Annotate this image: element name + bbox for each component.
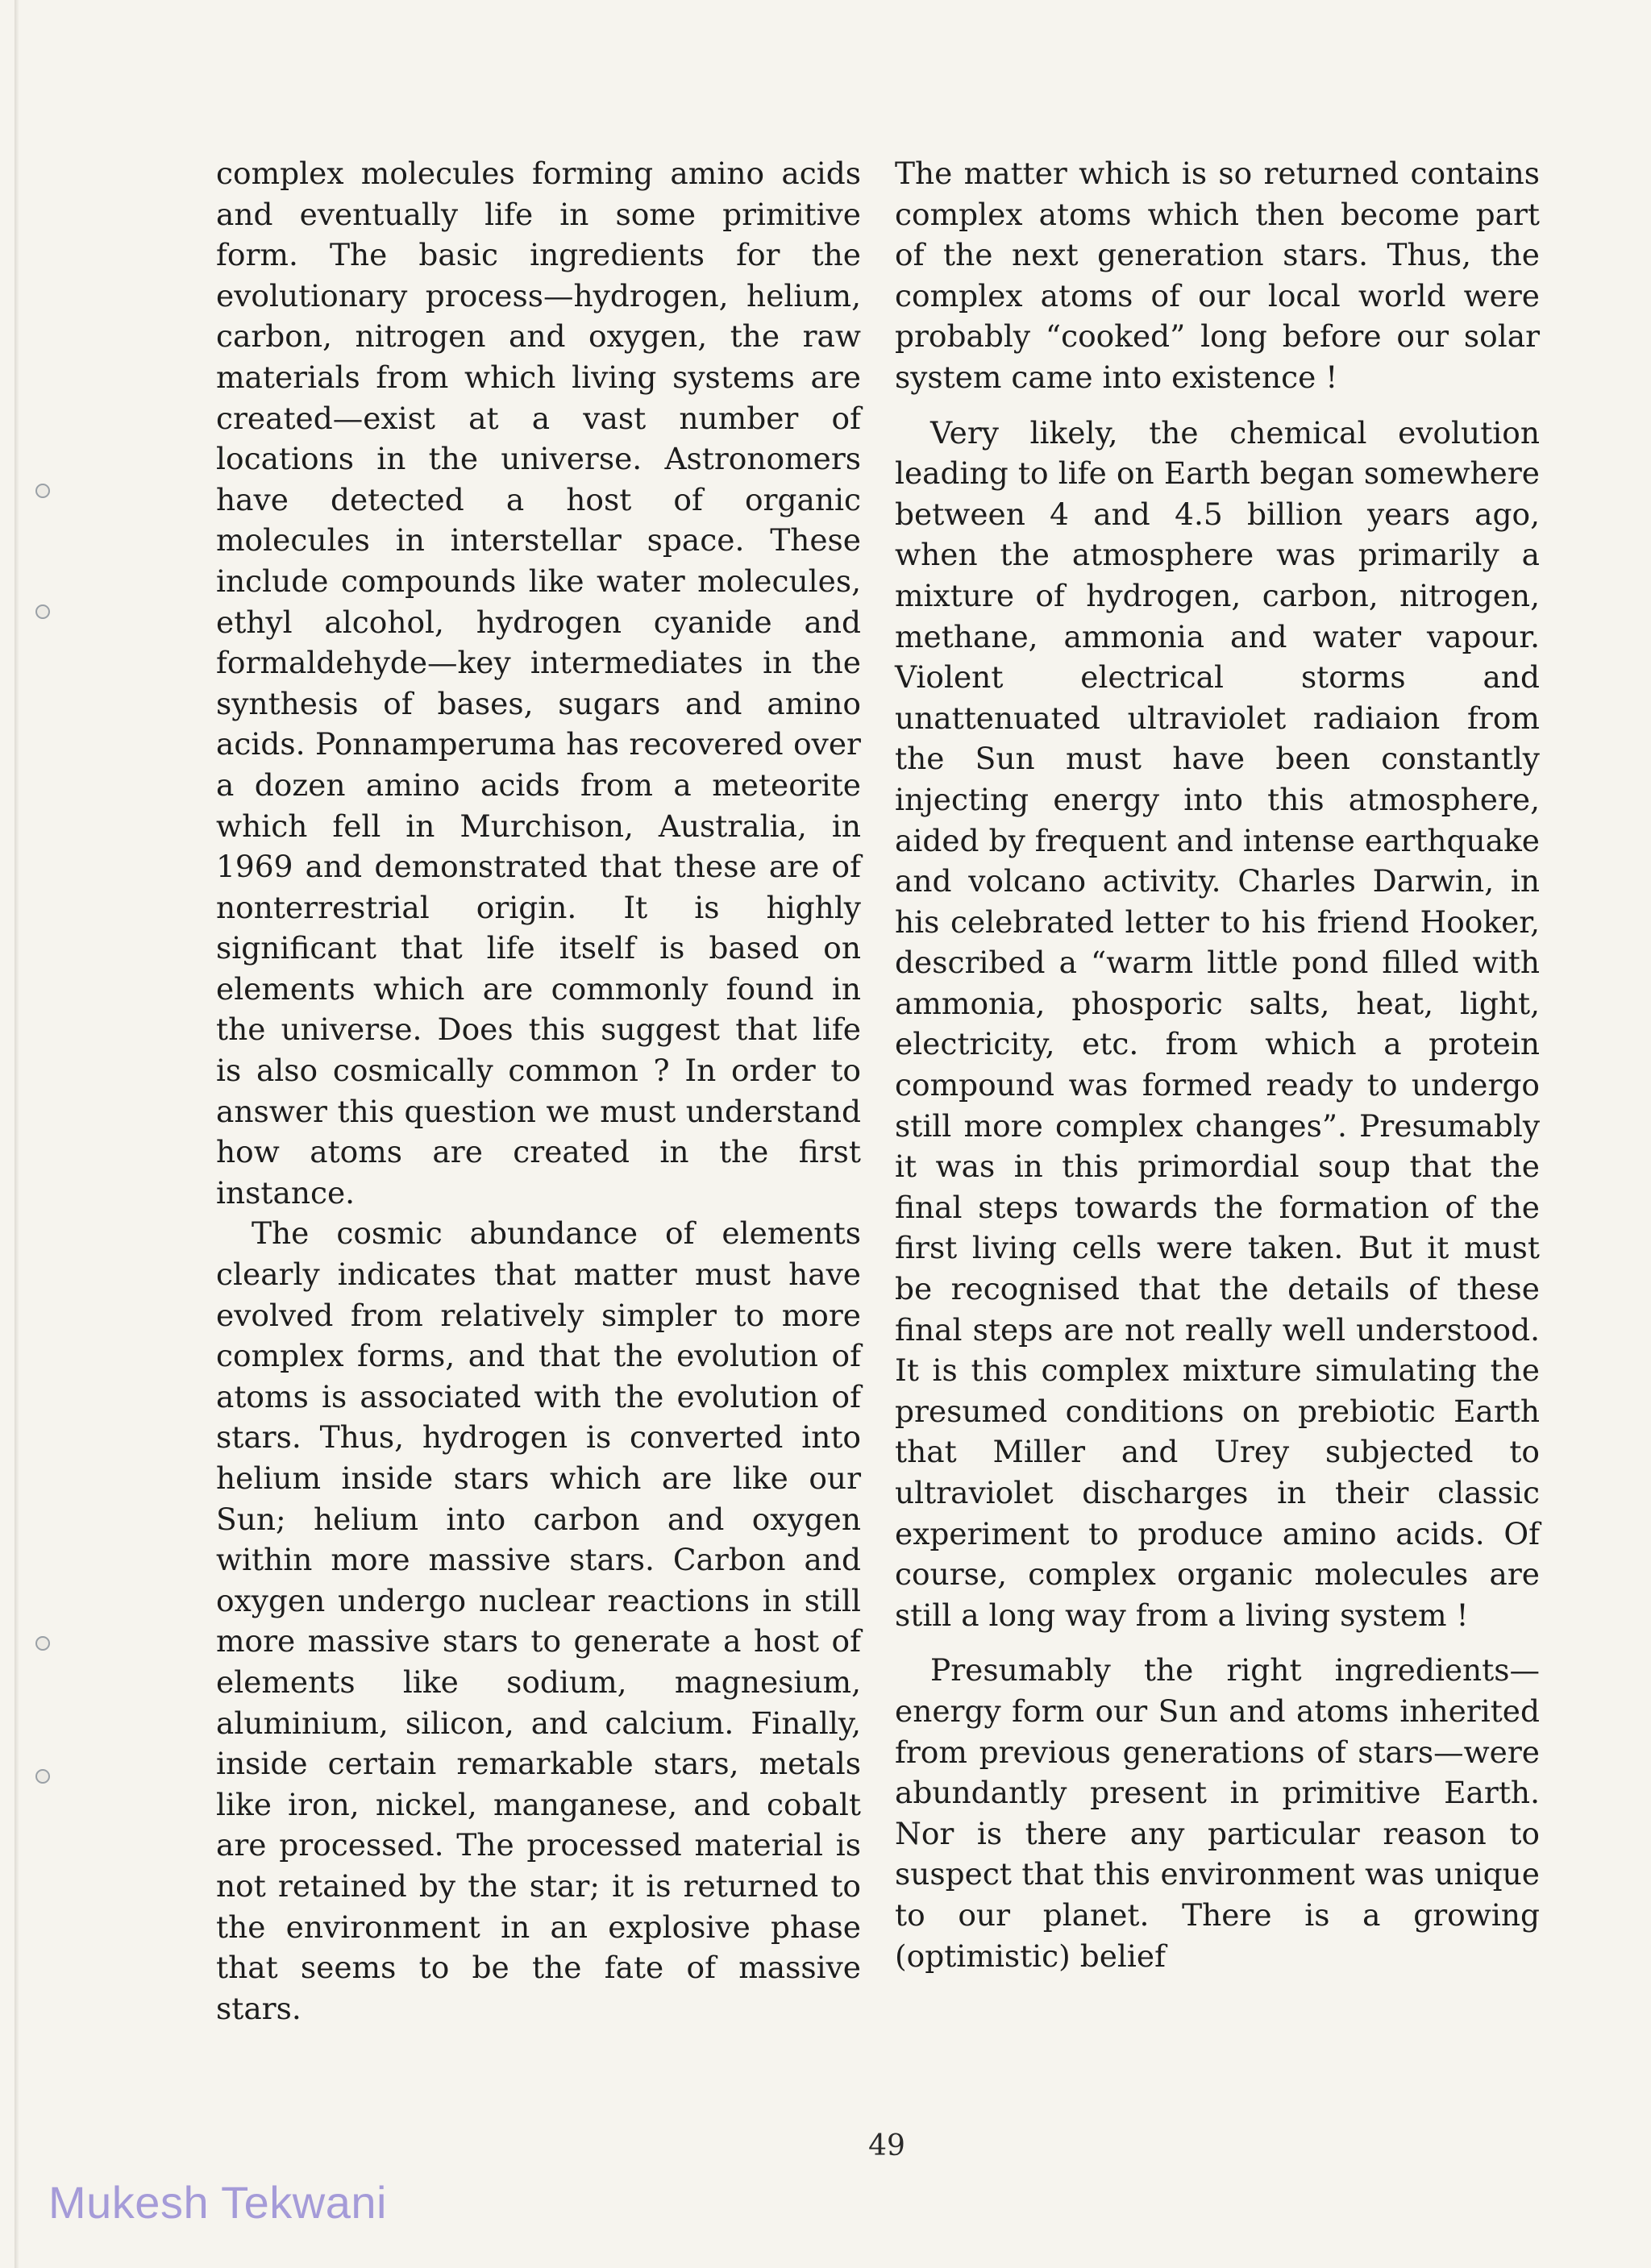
page-number: 49: [868, 2129, 905, 2162]
watermark: Mukesh Tekwani: [48, 2177, 387, 2228]
binding-hole-mark: [35, 1769, 50, 1784]
binding-hole-mark: [35, 604, 50, 619]
left-column: [216, 153, 861, 2029]
right-paragraph-2: Very likely, the chemical evolution leading to life on Earth began somewhere between 4 and 4.5 billion years ago, when the atmosphere was primarily a mixture of hydrogen, carbon, nitrogen, methane, ammonia and water vapour. Violent electrical storms and unattenuated ultraviolet radiaion from the Sun must have been constantly injecting energy into this atmosphere, aided by frequent and intense earthquake and volcano activity. Charles Darwin, in his celebrated letter to his friend Hooker, described a “warm little pond filled with ammonia, phosporic salts, heat, light, electricity, etc. from which a protein compound was formed ready to undergo still more complex changes”. Presumably it was in this primordial soup that the final steps towards the formation of the first living cells were taken. But it must be recognised that the details of these final steps are not really well understood. It is this complex mixture simulating the presumed conditions on prebiotic Earth that Miller and Urey subjected to ultraviolet discharges in their classic experiment to produce amino acids. Of course, complex organic molecules are still a long way from a living system !: [895, 414, 1540, 1633]
right-column: [895, 153, 1540, 1976]
right-paragraph-1: The matter which is so returned contains complex atoms which then become part of the next generation stars. Thus, the complex atoms of our local world were probably “cooked” long before our solar system came into existence !: [895, 156, 1540, 395]
left-paragraph-2: The cosmic abundance of elements clearly indicates that matter must have evolved from relatively simpler to more complex forms, and that the evolution of atoms is associated with the evolution of stars. Thus, hydrogen is converted into helium inside stars which are like our Sun; helium into carbon and oxygen within more massive stars. Carbon and oxygen undergo nuclear reactions in still more massive stars to generate a host of elements like sodium, magnesium, aluminium, silicon, and calcium. Finally, inside certain remarkable stars, metals like iron, nickel, manganese, and cobalt are processed. The processed material is not retained by the star; it is returned to the environment in an explosive phase that seems to be the fate of massive stars.: [216, 1215, 861, 2026]
binding-hole-mark: [35, 484, 50, 498]
left-paragraph-1: complex molecules forming amino acids and eventually life in some primitive form. The basic ingredients for the evolutionary process—hydrogen, helium, carbon, nitrogen and oxygen, the raw materials from which living systems are created—exist at a vast number of locations in the universe. Astronomers have detected a host of organic molecules in interstellar space. These include compounds like water molecules, ethyl alcohol, hydrogen cyanide and formaldehyde—key intermediates in the synthesis of bases, sugars and amino acids. Ponnamperuma has recovered over a dozen amino acids from a meteorite which fell in Murchison, Australia, in 1969 and demonstrated that these are of nonterrestrial origin. It is highly significant that life itself is based on elements which are commonly found in the universe. Does this suggest that life is also cosmically common ? In order to answer this question we must understand how atoms are created in the first instance.: [216, 156, 861, 1211]
page-edge-shadow: [15, 0, 19, 2268]
binding-hole-mark: [35, 1636, 50, 1651]
right-paragraph-3: Presumably the right ingredients— energy form our Sun and atoms inherited from previous generations of stars—were abundantly present in primitive Earth. Nor is there any particular reason to suspect that this environment was unique to our planet. There is a growing (optimistic) belief: [895, 1652, 1540, 1974]
